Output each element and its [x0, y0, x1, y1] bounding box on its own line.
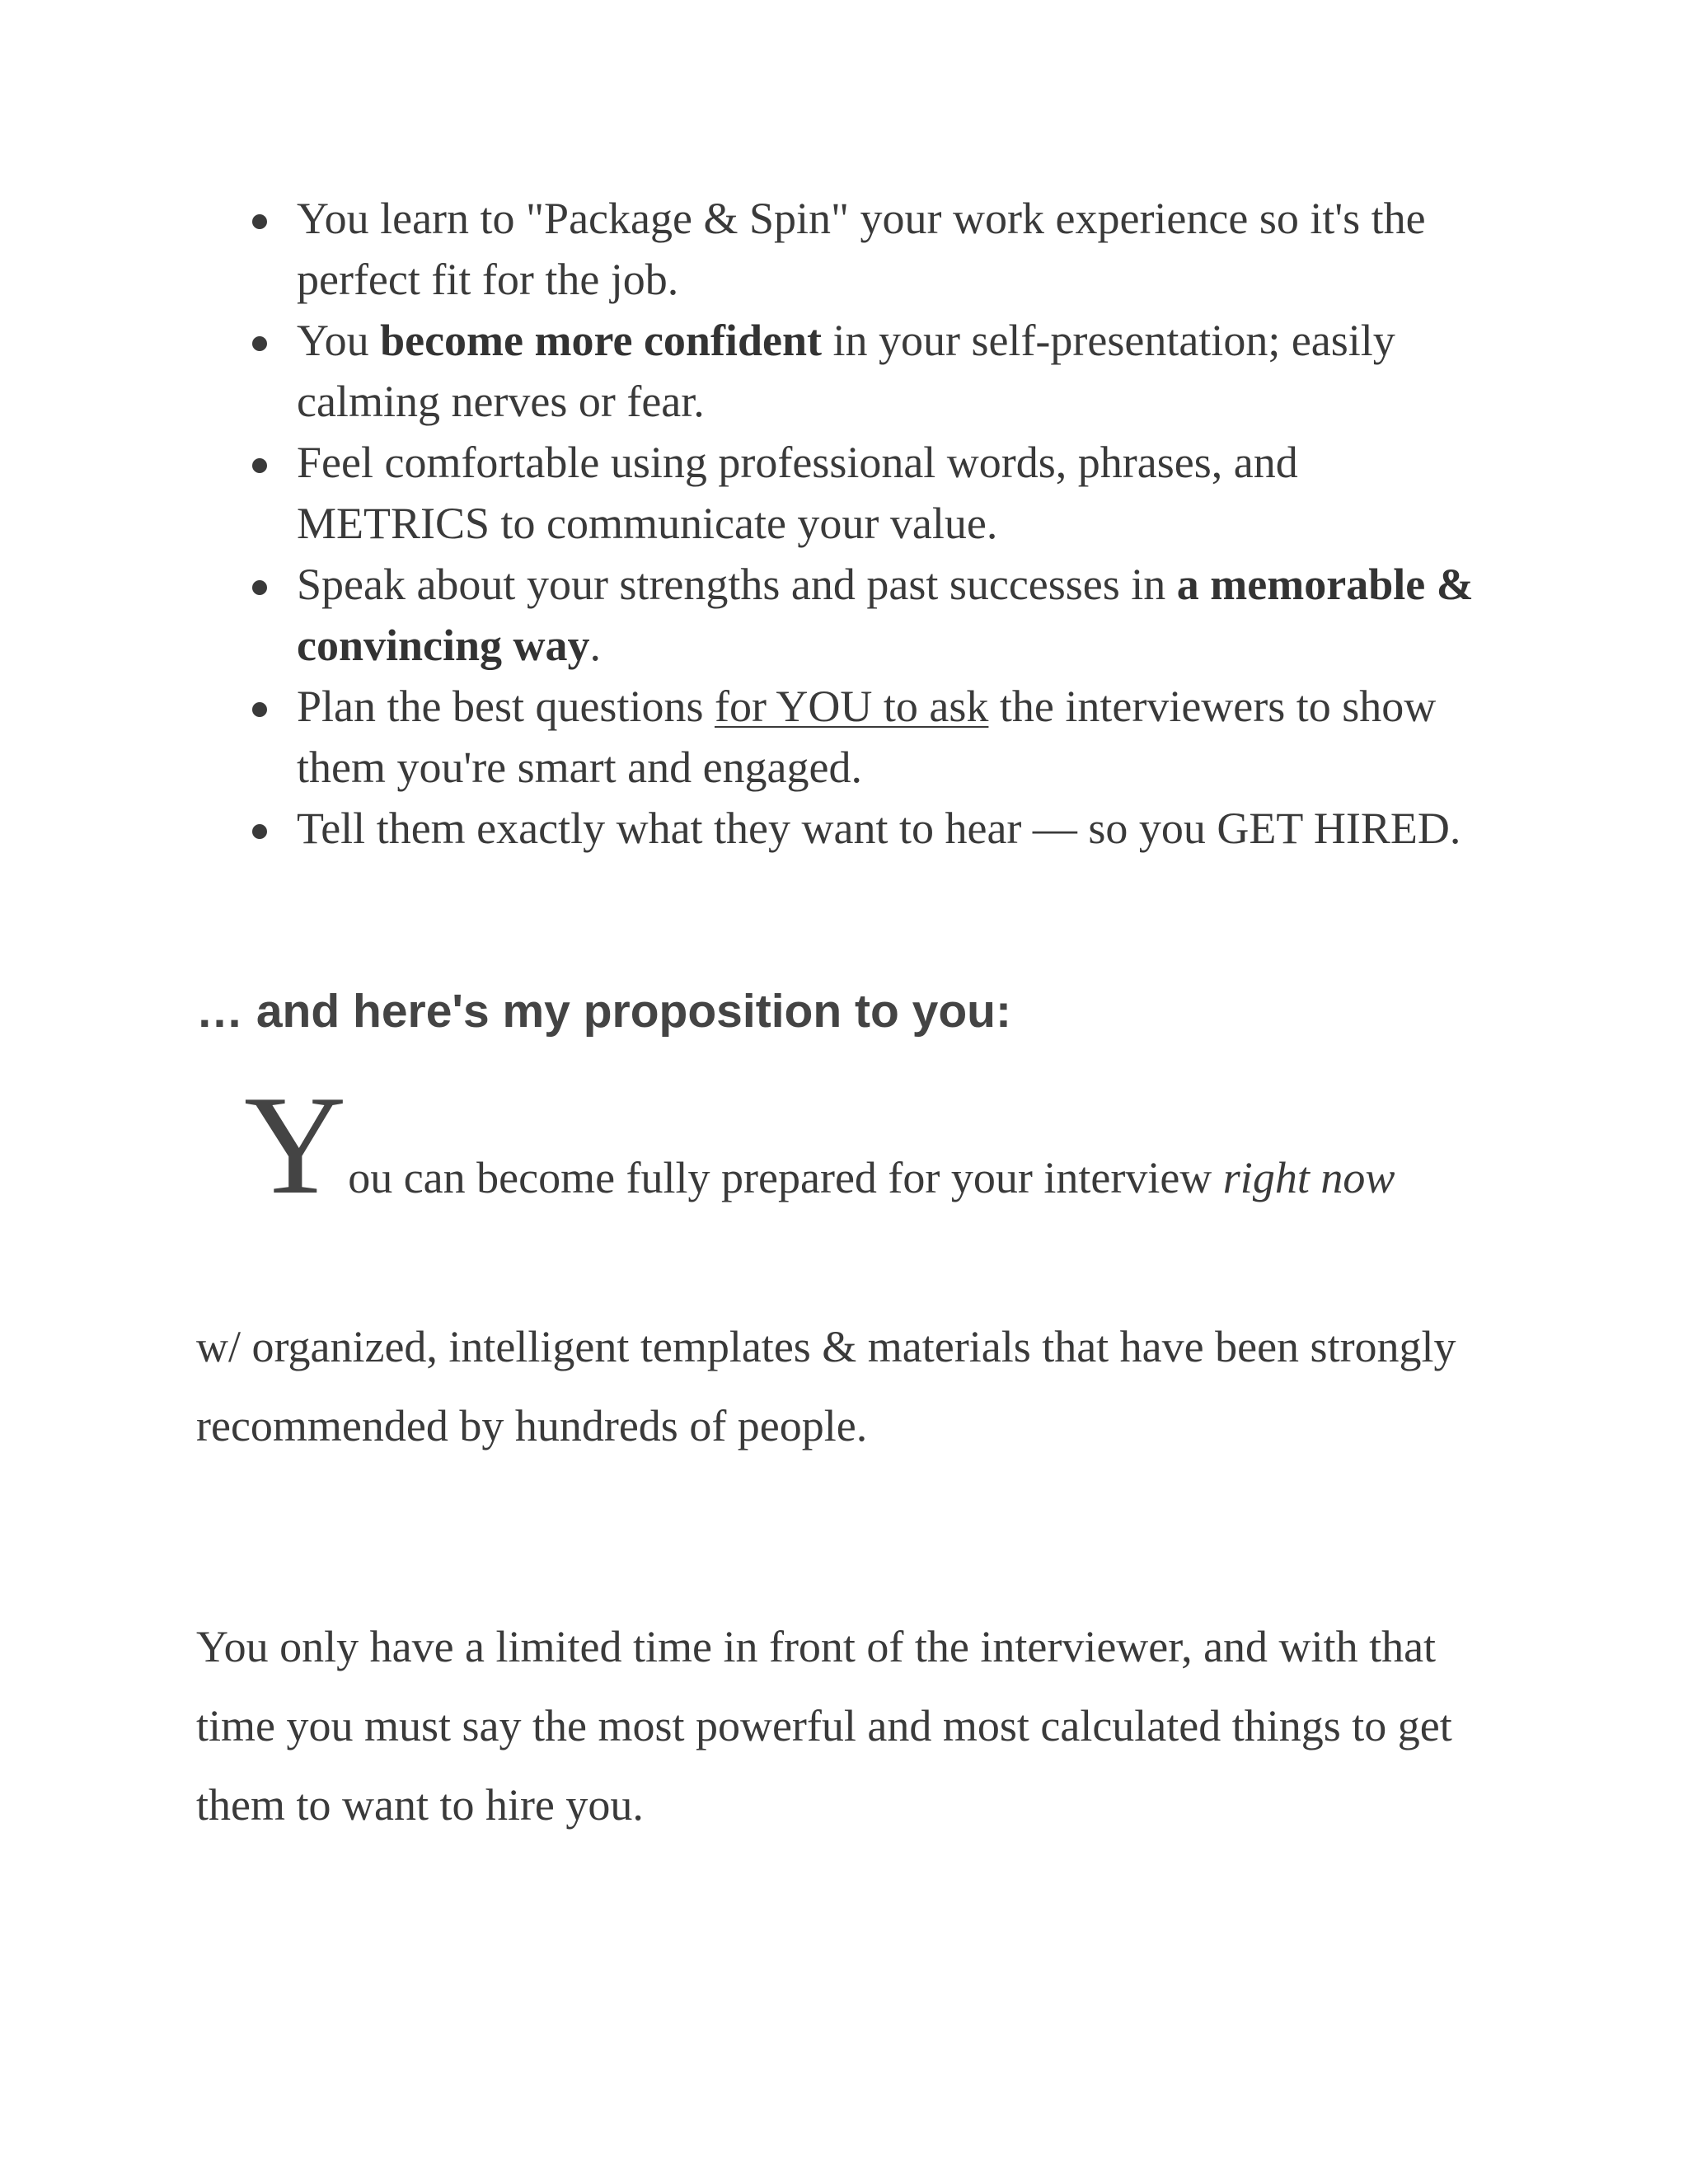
bullet-icon: [252, 824, 267, 839]
benefit-text: the interviewers to show them you're smart and engaged.: [297, 682, 1437, 792]
bullet-icon: [252, 336, 267, 351]
benefit-text: Speak about your strengths and past successes in: [297, 560, 1177, 609]
bullet-icon: [252, 458, 267, 473]
benefit-emphasis: become more confident: [380, 316, 822, 365]
benefit-text: Plan the best questions: [297, 682, 715, 731]
benefit-text: in your self-presentation; easily calming nerves or fear.: [297, 316, 1395, 426]
benefit-text: .: [589, 621, 602, 670]
dropcap-emphasis: right now: [1222, 1153, 1395, 1202]
dropcap-letter: Y: [244, 1067, 347, 1224]
benefit-underlined: for YOU to ask: [714, 682, 989, 731]
dropcap-text: ou can become fully prepared for your interview: [348, 1153, 1223, 1202]
body-paragraph-time: You only have a limited time in front of the interviewer, and with that time you must say the most powerful and most calculated things to get them to want to hire you.: [196, 1622, 1452, 1830]
list-item: [244, 554, 1497, 676]
benefit-text: Tell them exactly what they want to hear — so you GET HIRED.: [297, 804, 1461, 853]
list-item: [244, 432, 1497, 554]
bullet-icon: [252, 214, 267, 229]
list-item: [244, 676, 1497, 798]
list-item: [244, 188, 1497, 310]
list-item: [244, 310, 1497, 432]
benefits-list: [244, 188, 1497, 859]
dropcap-paragraph: [244, 1067, 1395, 1244]
benefit-text: You learn to "Package & Spin" your work experience so it's the perfect fit for the job.: [297, 194, 1426, 304]
section-heading: … and here's my proposition to you:: [196, 985, 1011, 1038]
body-paragraph-materials: w/ organized, intelligent templates & materials that have been strongly recommended by hundreds of people.: [196, 1322, 1456, 1451]
bullet-icon: [252, 580, 267, 595]
list-item: [244, 798, 1497, 859]
benefit-emphasis: a memorable & convincing way: [297, 560, 1474, 670]
benefit-text: You: [297, 316, 381, 365]
bullet-icon: [252, 702, 267, 717]
benefit-text: Feel comfortable using professional words, phrases, and METRICS to communicate your value.: [297, 438, 1298, 548]
